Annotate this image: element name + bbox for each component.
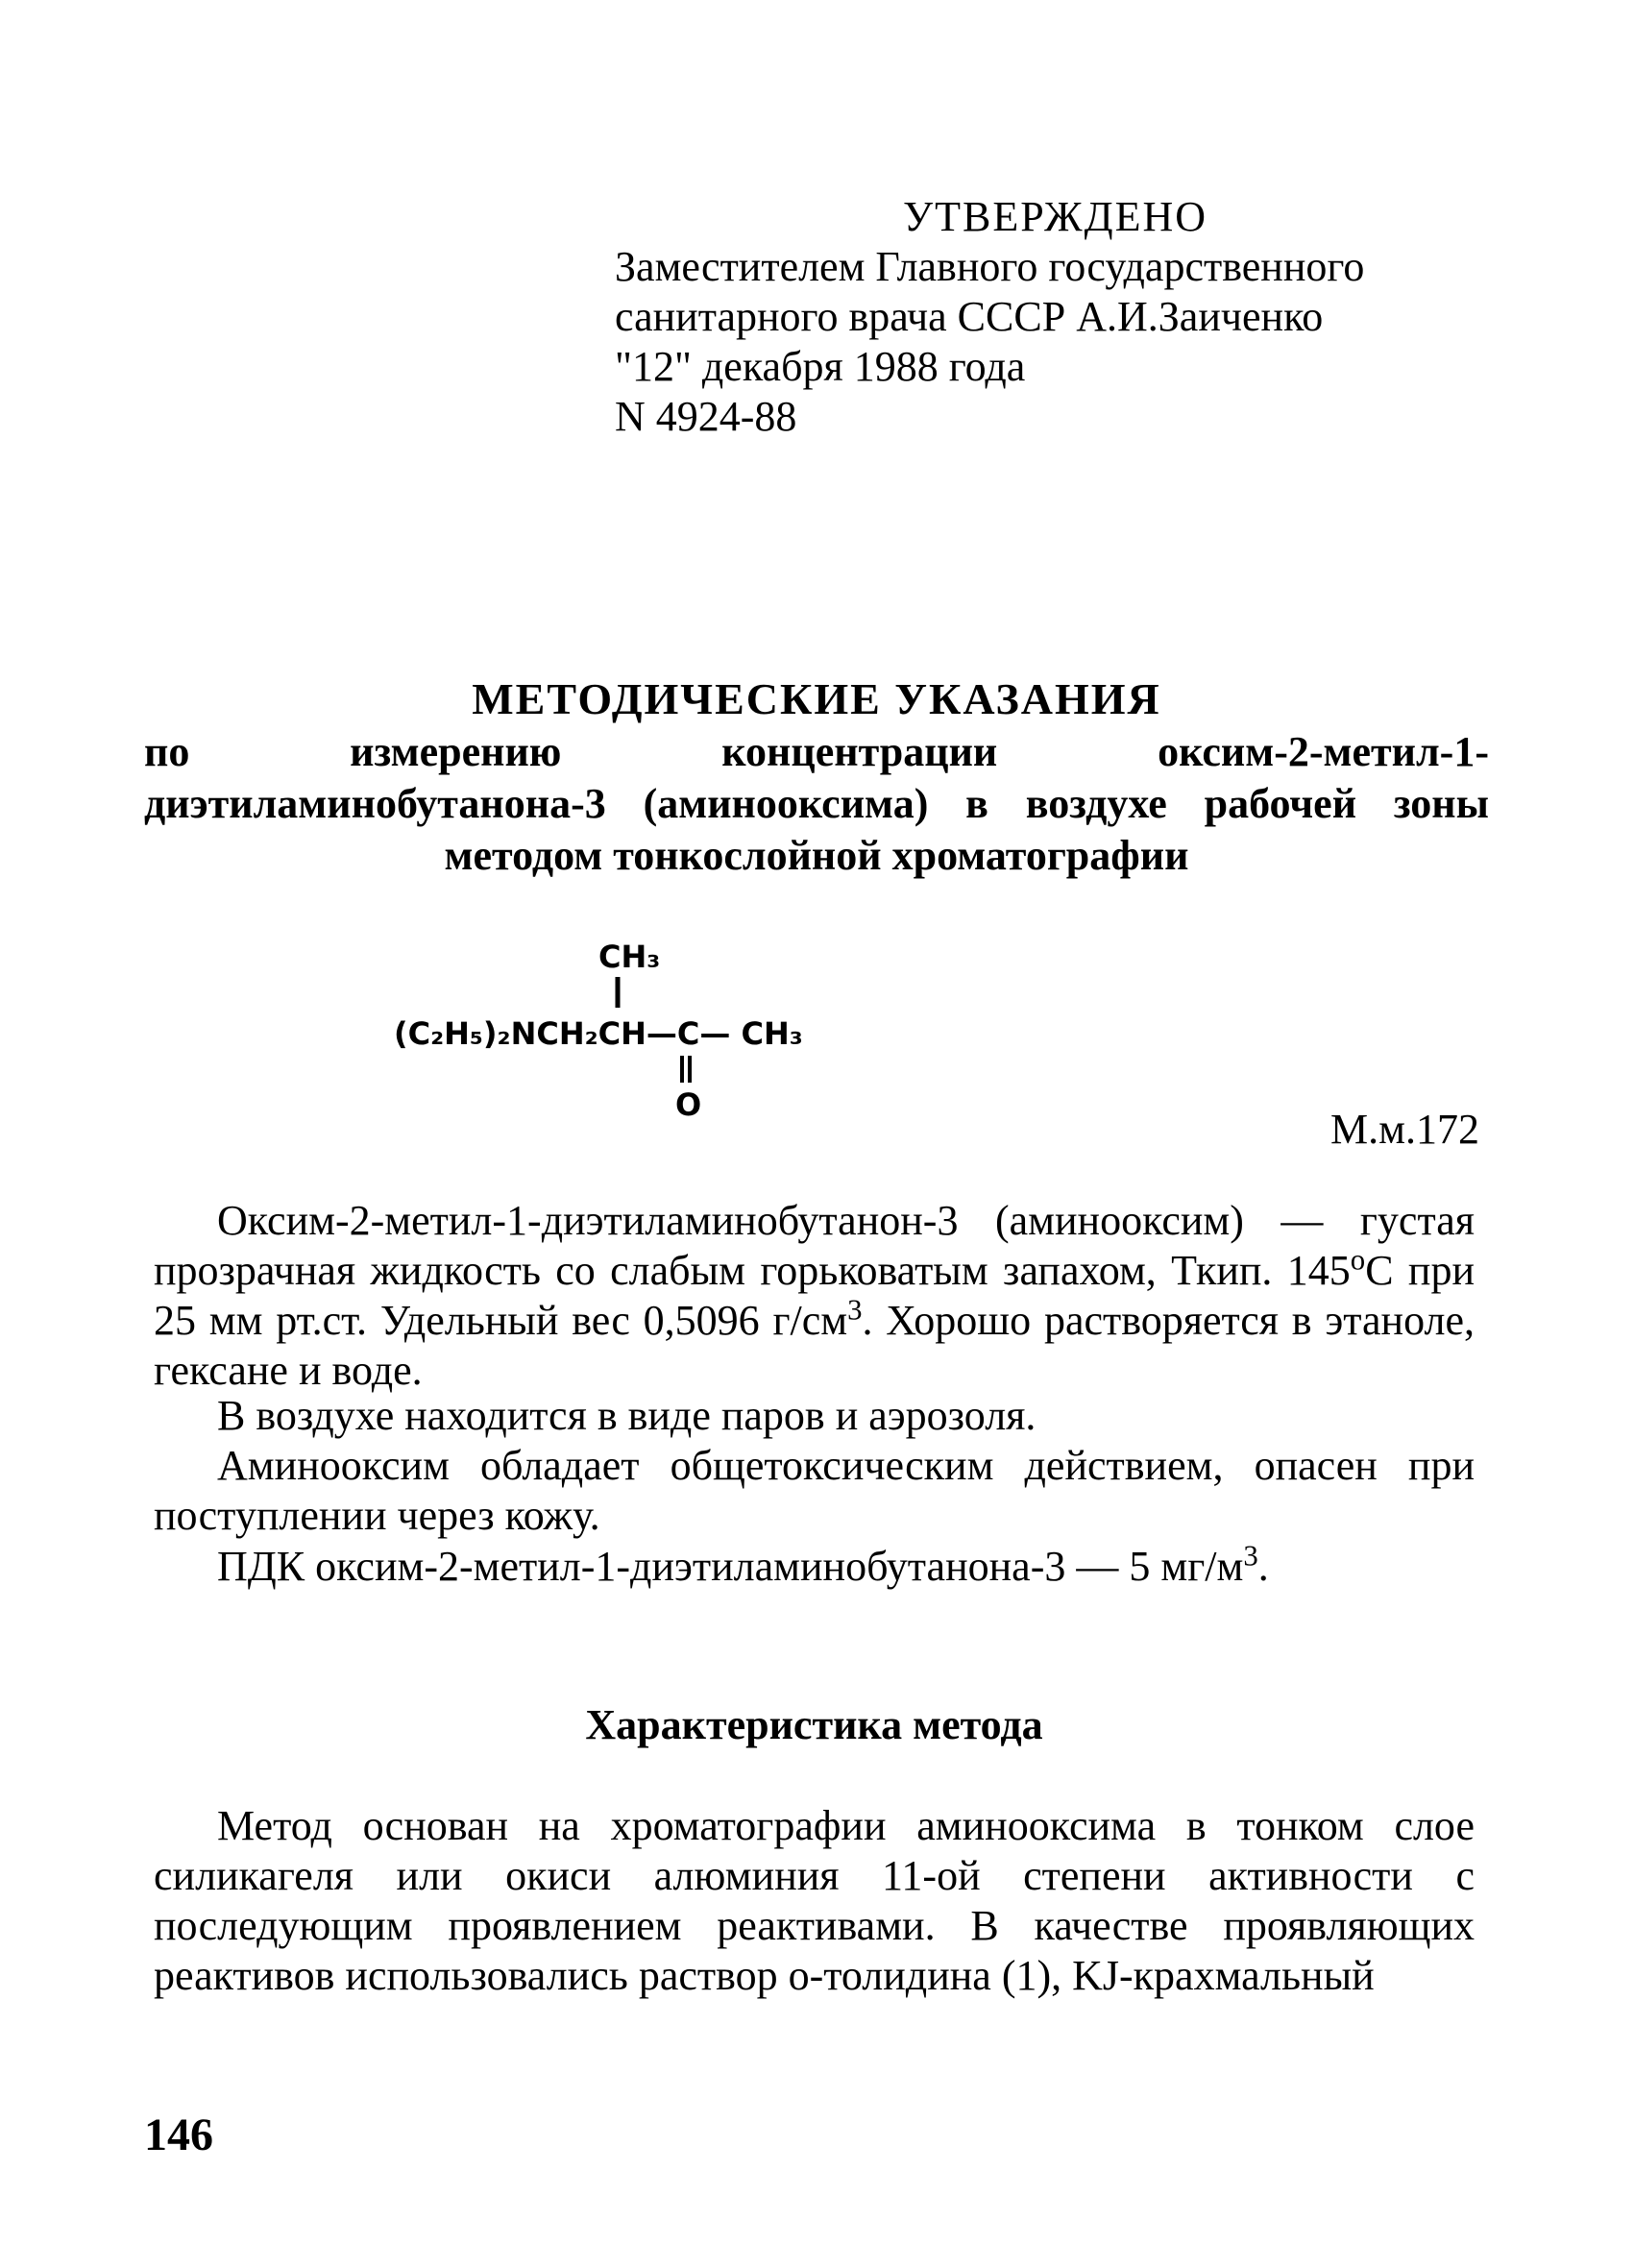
formula-main-chain: (C₂H₅)₂NCH₂CH—C— CH₃ xyxy=(394,1015,803,1052)
title-main: МЕТОДИЧЕСКИЕ УКАЗАНИЯ xyxy=(472,674,1161,723)
paragraph-properties xyxy=(154,1196,1475,1396)
p1-cube: 3 xyxy=(847,1293,863,1327)
approval-heading: УТВЕРЖДЕНО xyxy=(903,193,1208,240)
approval-block xyxy=(615,192,1479,442)
page-number: 146 xyxy=(144,2109,213,2160)
section-text: Метод основан на хроматографии аминооксима в тонком слое силикагеля или окиси алюминия 11-ой степени активности с последующим проявлением реактивами. В качестве проявляющих реактивов использовались раствор о-толидина (1), KJ-крахмальный xyxy=(154,1802,1475,1999)
formula-top-group: CH₃ xyxy=(598,939,661,975)
section-heading: Характеристика метода xyxy=(585,1701,1043,1748)
p1-text-a: Оксим-2-метил-1-диэтиламинобутанон-3 (аминооксим) — густая прозрачная жидкость со слабым горьковатым запахом, Ткип. 145 xyxy=(154,1197,1475,1294)
formula-oxygen: O xyxy=(675,1086,702,1123)
approval-line-1: Заместителем Главного государственного xyxy=(615,243,1365,290)
p1-degree: о xyxy=(1350,1243,1366,1277)
approval-line-3: "12" декабря 1988 года xyxy=(615,343,1026,390)
approval-line-4: N 4924-88 xyxy=(615,393,797,440)
paragraph-pdk xyxy=(217,1539,1466,1592)
approval-line-2: санитарного врача СССР А.И.Заиченко xyxy=(615,293,1324,340)
molecular-mass: М.м.172 xyxy=(1330,1106,1479,1153)
p1-text-c: . Хорошо растворяется в этаноле, гексане и воде. xyxy=(154,1297,1475,1394)
p4-cube: 3 xyxy=(1243,1539,1258,1573)
structural-formula xyxy=(394,927,893,1129)
title-subtitle: по измерению концентрации оксим-2-метил-1-диэтиламинобутанона-3 (аминооксима) в воздухе рабочей зоны методом тонкослойной хроматографии xyxy=(144,728,1489,879)
document-title xyxy=(144,672,1489,882)
paragraph-toxicity: Аминооксим обладает общетоксическим действием, опасен при поступлении через кожу. xyxy=(154,1442,1475,1539)
p1-text-b: С при 25 мм рт.ст. Удельный вес 0,5096 г/см xyxy=(154,1247,1475,1344)
p4-text-b: . xyxy=(1257,1543,1269,1590)
p4-text-a: ПДК оксим-2-метил-1-диэтиламинобутанона-3 — 5 мг/м xyxy=(217,1543,1244,1590)
paragraph-air-state: В воздухе находится в виде паров и аэрозоля. xyxy=(217,1392,1036,1439)
